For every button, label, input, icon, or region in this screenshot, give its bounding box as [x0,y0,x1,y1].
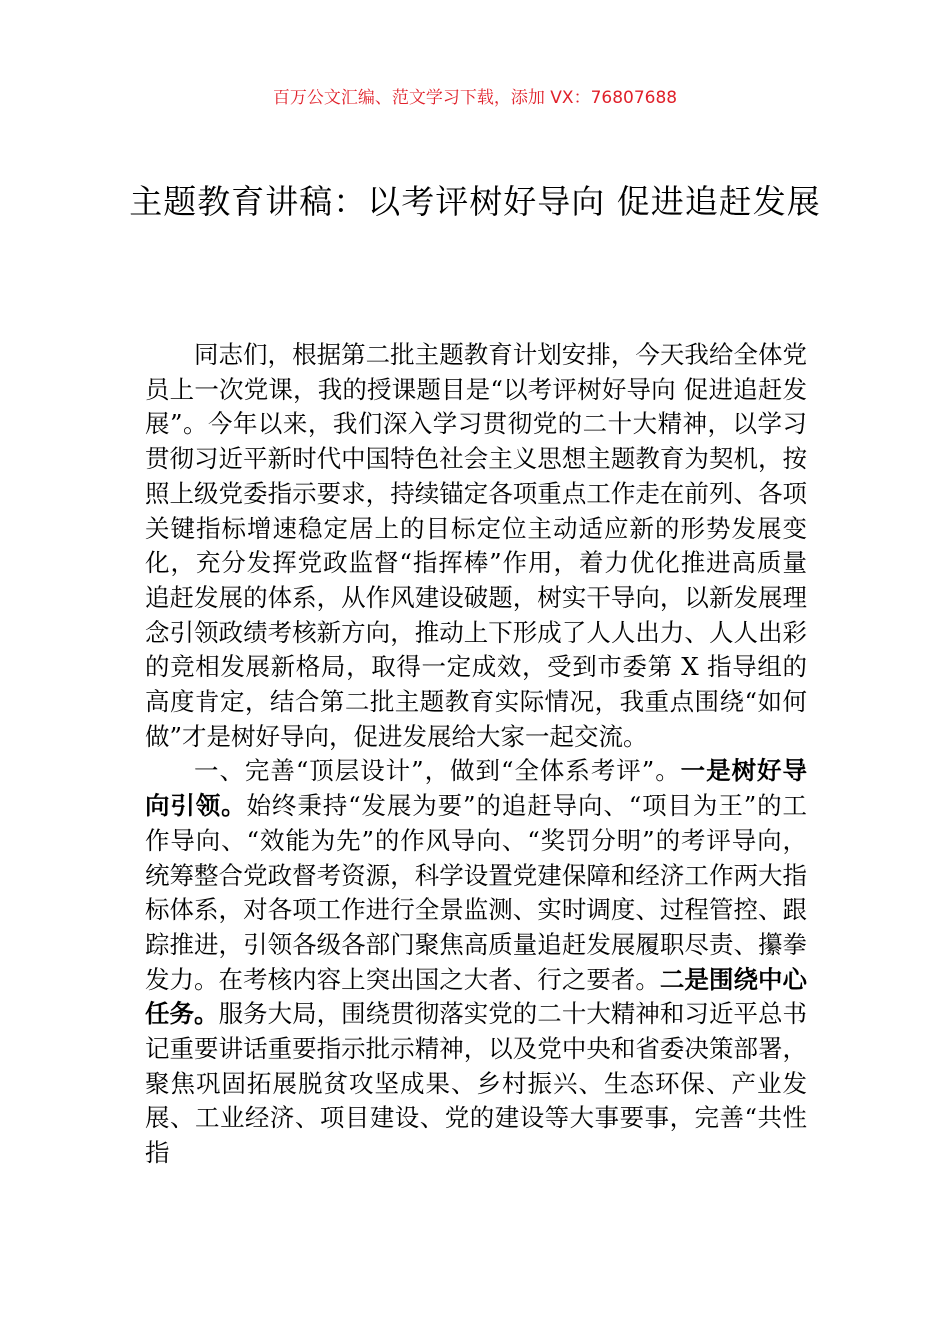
paragraph-1: 同志们，根据第二批主题教育计划安排，今天我给全体党员上一次党课，我的授课题目是“以考评树好导向 促进追赶发展”。今年以来，我们深入学习贯彻党的二十大精神，以学习贯彻习近平新时代中国特色社会主义思想主题教育为契机，按照上级党委指示要求，持续锚定各项重点工作走在前列、各项关键指标增速稳定居上的目标定位主动适应新的形势发展变化，充分发挥党政监督“指挥棒”作用，着力优化推进高质量追赶发展的体系，从作风建设破题，树实干导向，以新发展理念引领政绩考核新方向，推动上下形成了人人出力、人人出彩的竞相发展新格局，取得一定成效，受到市委第 X 指导组的高度肯定，结合第二批主题教育实际情况，我重点围绕“如何做”才是树好导向，促进发展给大家一起交流。 [145,340,807,751]
point-2-text: 服务大局，围绕贯彻落实党的二十大精神和习近平总书记重要讲话重要指示批示精神，以及党中央和省委决策部署，聚焦巩固拓展脱贫攻坚成果、乡村振兴、生态环保、产业发展、工业经济、项目建设、党的建设等大事要事，完善“共性指 [145,999,808,1168]
document-title: 主题教育讲稿：以考评树好导向 促进追赶发展 [129,182,821,221]
paragraph-2 [145,754,807,1170]
document-body [145,338,807,1171]
point-1-text: 始终秉持“发展为要”的追赶导向、“项目为王”的工作导向、“效能为先”的作风导向、“奖罚分明”的考评导向，统筹整合党政督考资源，科学设置党建保障和经济工作两大指标体系，对各项工作进行全景监测、实时调度、过程管控、跟踪推进，引领各级各部门聚焦高质量追赶发展履职尽责、攥拳发力。在考核内容上突出国之大者、行之要者。 [145,791,807,994]
bold-point-1: 一是树好导向引领。 [145,756,807,821]
section-heading: 一、完善“顶层设计”，做到“全体系考评”。 [194,756,681,786]
bold-point-2: 二是围绕中心任务。 [145,964,808,1029]
header-watermark-text: 百万公文汇编、范文学习下载，添加 VX：76807688 [272,88,678,108]
